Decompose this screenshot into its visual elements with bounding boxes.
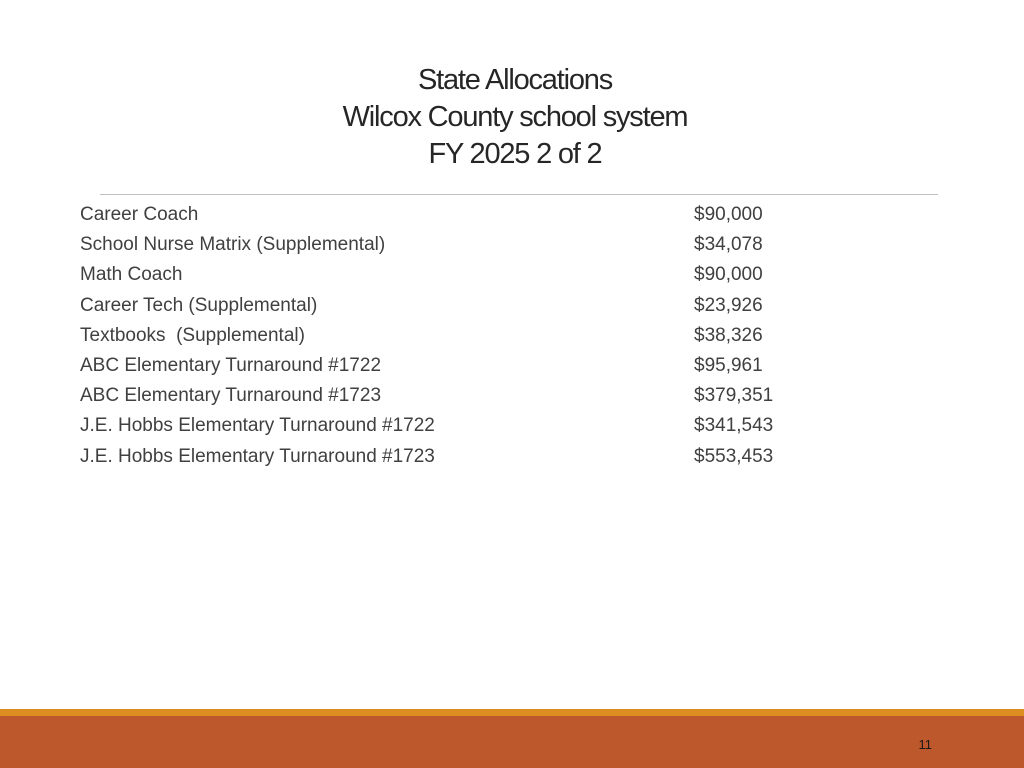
title-line-1: State Allocations — [417, 64, 612, 96]
slide-title — [0, 62, 1024, 173]
title-line-3: FY 2025 2 of 2 — [428, 138, 602, 170]
allocation-amount: $23,926 — [694, 294, 763, 316]
allocation-row — [80, 351, 840, 381]
slide-number: 11 — [918, 737, 932, 752]
allocation-label: Math Coach — [80, 264, 183, 286]
allocation-row — [80, 291, 840, 321]
allocation-amount: $90,000 — [694, 264, 763, 286]
title-divider — [100, 194, 938, 195]
allocation-row — [80, 321, 840, 351]
allocation-label: Textbooks (Supplemental) — [80, 324, 305, 346]
allocation-amount: $34,078 — [694, 234, 763, 256]
allocation-label: Career Tech (Supplemental) — [80, 294, 318, 316]
allocation-row — [80, 260, 840, 290]
allocation-amount: $95,961 — [694, 354, 763, 376]
allocation-amount: $553,453 — [694, 445, 774, 467]
allocation-row — [80, 381, 840, 411]
allocation-label: School Nurse Matrix (Supplemental) — [80, 234, 386, 256]
allocation-row — [80, 442, 840, 472]
allocation-list — [80, 200, 840, 472]
footer-bar — [0, 716, 1024, 768]
allocation-amount: $379,351 — [694, 385, 774, 407]
allocation-label: J.E. Hobbs Elementary Turnaround #1723 — [80, 445, 435, 467]
footer-accent-bar — [0, 709, 1024, 716]
allocation-amount: $90,000 — [694, 204, 763, 225]
allocation-row — [80, 200, 840, 230]
allocation-label: J.E. Hobbs Elementary Turnaround #1722 — [80, 415, 435, 437]
title-line-2: Wilcox County school system — [342, 101, 688, 133]
allocation-row — [80, 411, 840, 441]
allocation-amount: $341,543 — [694, 415, 774, 437]
allocation-amount: $38,326 — [694, 324, 763, 346]
allocation-label: ABC Elementary Turnaround #1722 — [80, 354, 382, 376]
allocation-label: ABC Elementary Turnaround #1723 — [80, 385, 382, 407]
allocation-label: Career Coach — [80, 204, 199, 225]
allocation-row — [80, 230, 840, 260]
